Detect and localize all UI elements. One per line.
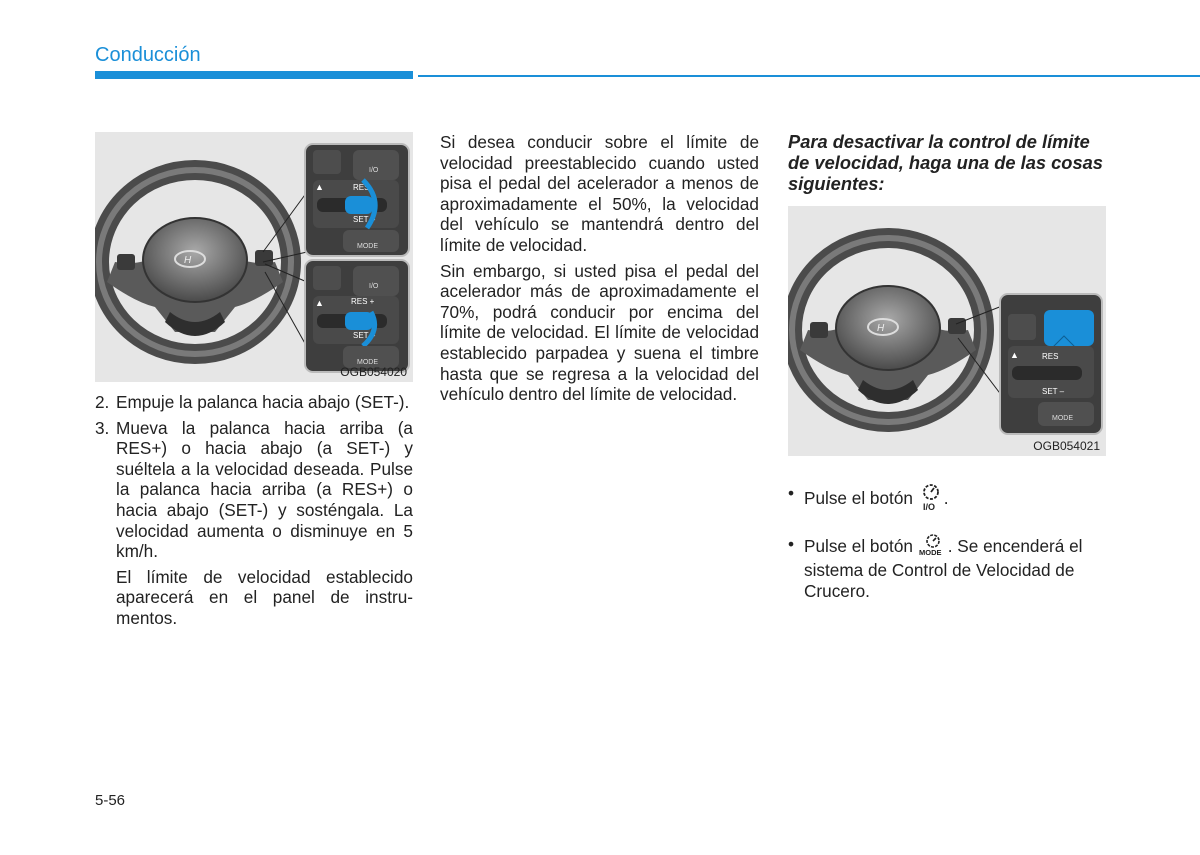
page-number: 5-56: [95, 792, 126, 809]
svg-text:I/O: I/O: [369, 167, 379, 174]
header-rule-thick: [95, 71, 413, 79]
speed-limit-io-icon: [918, 483, 944, 516]
bullet-dot: •: [788, 533, 795, 554]
header-rule-thin: [418, 75, 1200, 77]
list-item-2: [95, 392, 413, 413]
paragraph-2: Sin embargo, si usted pisa el pedal del acelerador más de aproximadamente el 70%, podrá conducir por encima del límite de velocidad. El límite de velocidad establecido parpadea y suena el timbre hasta que se regresa a la velocidad del vehículo dentro del límite de velocidad.: [440, 260, 759, 405]
svg-text:SET –: SET –: [353, 331, 376, 340]
svg-text:MODE: MODE: [357, 243, 378, 250]
bullet-item-2: [788, 534, 1106, 602]
right-column: [788, 483, 1106, 601]
paragraph-1: Si desea conducir sobre el límite de velocidad preestablecido cuando usted pisa el pedal del acelerador a menos de aproximadamente el 50%, la velocidad del vehículo se mantendrá dentro del límite de velocidad.: [440, 132, 759, 255]
bullet-suffix: . Se encenderá el sistema de Control de Velocidad de Crucero.: [804, 535, 1083, 601]
svg-text:RES: RES: [1042, 352, 1059, 361]
bullet-text: Pulse el botón: [804, 535, 913, 556]
bullet-item-1: [788, 483, 1106, 516]
svg-text:MODE: MODE: [1052, 415, 1073, 422]
svg-text:I/O: I/O: [922, 502, 935, 511]
svg-text:▲: ▲: [1010, 350, 1019, 360]
bullet-text: Pulse el botón: [804, 487, 913, 508]
svg-text:SET –: SET –: [353, 215, 376, 224]
svg-text:SET –: SET –: [1042, 387, 1065, 396]
list-item-3: [95, 418, 413, 562]
figure-code: OGB054020: [340, 365, 407, 379]
list-item-3-note: El límite de velocidad establecido aparecerá en el panel de instrumentos.: [116, 566, 413, 628]
steering-wheel-illustration-1: [95, 132, 413, 382]
svg-text:H: H: [877, 323, 885, 334]
svg-text:I/O: I/O: [369, 283, 379, 290]
svg-text:RES +: RES +: [351, 297, 375, 306]
svg-text:MODE: MODE: [357, 359, 378, 366]
figure-code: OGB054021: [1033, 439, 1100, 453]
list-number: 2.: [95, 392, 110, 412]
svg-text:▲: ▲: [315, 298, 324, 308]
list-text: Mueva la palanca hacia arriba (a RES+) o hacia abajo (a SET-) y suéltela a la velocidad deseada. Pulse la palanca hacia arriba (a RES+) o hacia abajo (SET-) y sosténgala. La velocidad aumenta o disminuye en 5 km/h.: [116, 417, 413, 562]
bullet-suffix: .: [943, 487, 949, 508]
header-title: Conducción: [95, 44, 201, 66]
list-text: Empuje la palanca hacia abajo (SET-).: [116, 392, 410, 412]
left-column: [95, 392, 413, 634]
svg-text:RES: RES: [353, 183, 370, 192]
bullet-dot: •: [788, 483, 795, 503]
cruise-mode-icon: [918, 534, 948, 561]
svg-text:▲: ▲: [315, 182, 324, 192]
svg-text:MODE: MODE: [918, 547, 942, 556]
steering-wheel-figure-1: [95, 132, 413, 382]
svg-text:H: H: [184, 255, 192, 266]
steering-wheel-figure-2: [788, 206, 1106, 456]
section-heading: Para desactivar la control de límite de velocidad, haga una de las cosas siguientes:: [788, 131, 1103, 194]
middle-column: [440, 132, 759, 410]
steering-wheel-illustration-2: [788, 206, 1106, 456]
list-number: 3.: [95, 417, 110, 438]
